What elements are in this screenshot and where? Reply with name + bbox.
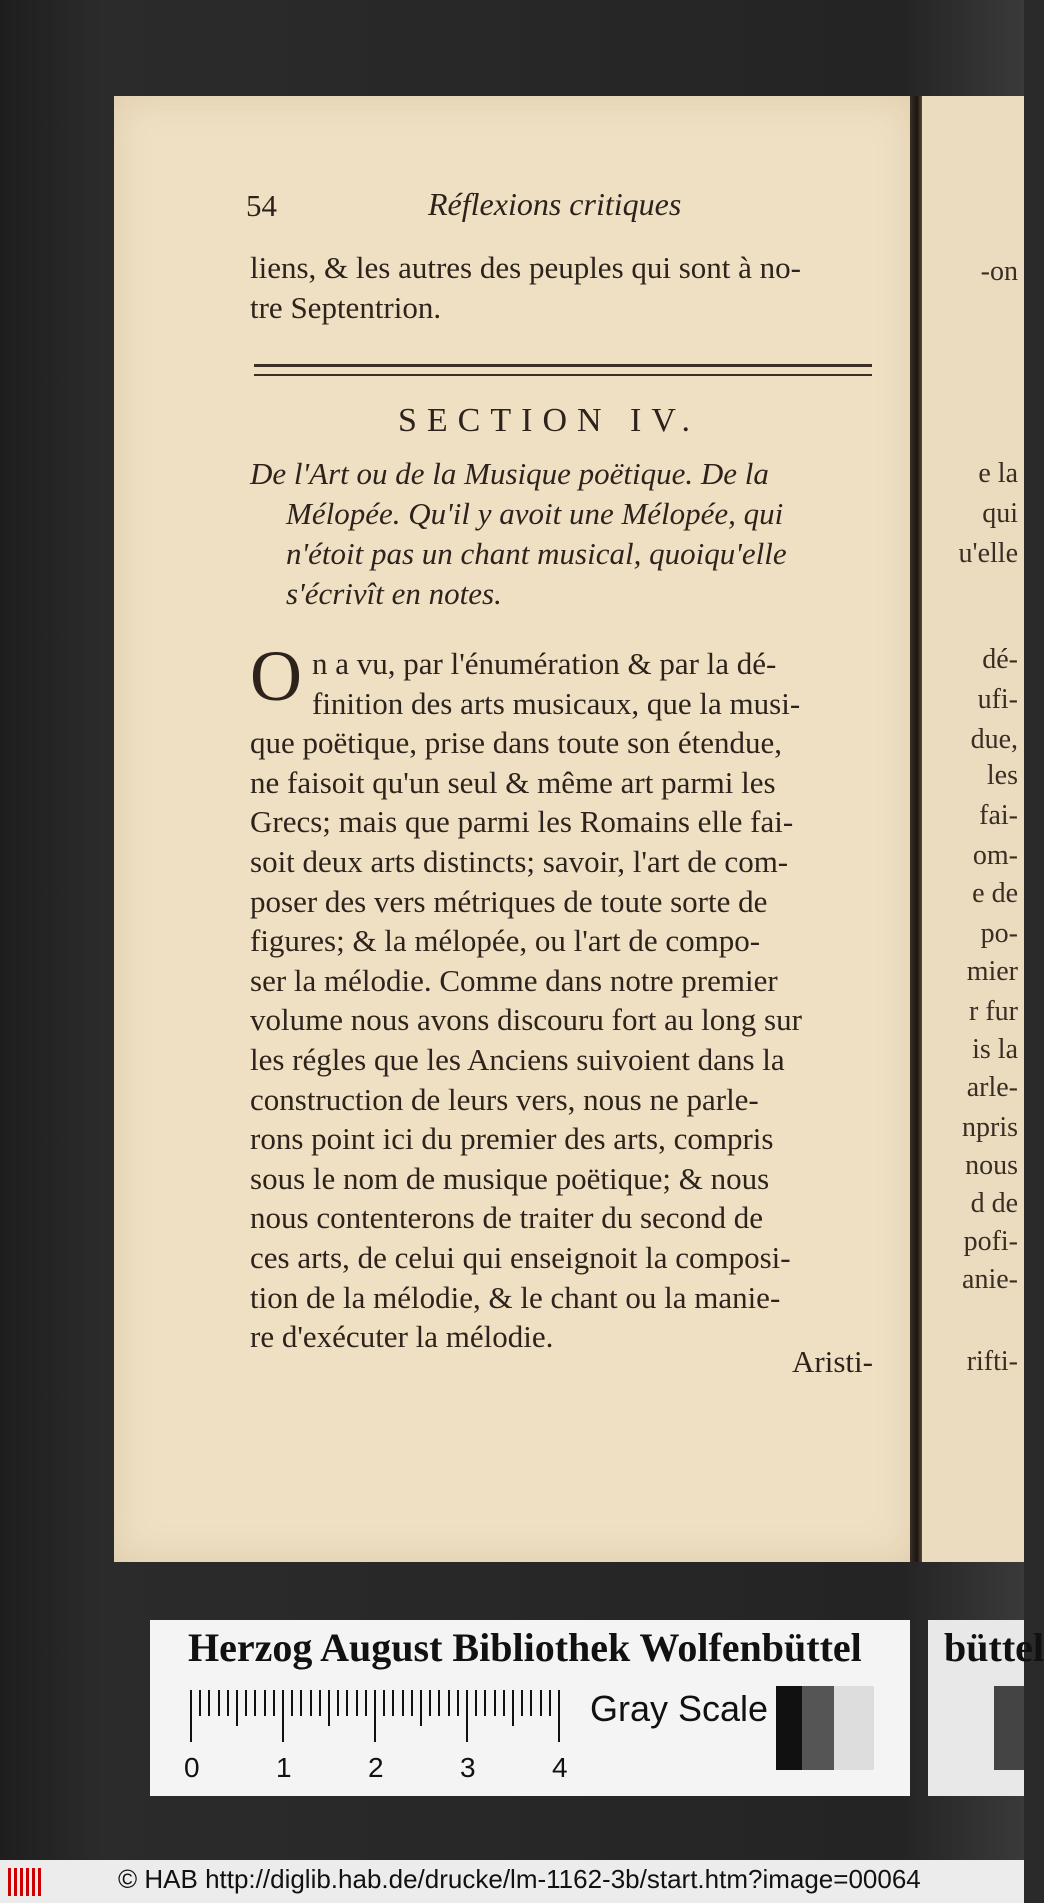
ruler-scale bbox=[190, 1690, 566, 1742]
hab-logo-icon bbox=[8, 1868, 44, 1896]
ruler-tick bbox=[300, 1690, 302, 1716]
ruler-tick bbox=[466, 1690, 468, 1742]
ruler-number: 1 bbox=[276, 1752, 292, 1783]
facing-page bbox=[922, 96, 1024, 1562]
body-line: n a vu, par l'énumération & par la dé- bbox=[312, 646, 777, 681]
body-line: tion de la mélodie, & le chant ou la manie- bbox=[250, 1279, 781, 1315]
facing-text-fragment: anie- bbox=[962, 1264, 1018, 1295]
ruler-tick bbox=[346, 1690, 348, 1716]
ruler-tick bbox=[429, 1690, 431, 1716]
drop-cap: O bbox=[250, 636, 302, 716]
intro-line: tre Septentrion. bbox=[250, 290, 442, 325]
section-rule bbox=[254, 364, 872, 367]
body-line: finition des arts musicaux, que la musi- bbox=[312, 685, 801, 721]
ruler-number: 0 bbox=[184, 1752, 200, 1783]
gray-scale-label: Gray Scale bbox=[590, 1688, 769, 1729]
ruler-tick bbox=[374, 1690, 376, 1742]
page-number: 54 bbox=[246, 188, 277, 223]
gray-swatch-dark bbox=[802, 1686, 834, 1770]
ruler-tick bbox=[411, 1690, 413, 1716]
intro-line: liens, & les autres des peuples qui sont à no- bbox=[250, 250, 802, 285]
ruler-tick bbox=[540, 1690, 542, 1716]
ruler-tick bbox=[236, 1690, 238, 1726]
running-title: Réflexions critiques bbox=[428, 186, 682, 222]
facing-text-fragment: pofi- bbox=[963, 1226, 1018, 1257]
ruler-tick bbox=[365, 1690, 367, 1716]
facing-text-fragment: nous bbox=[965, 1150, 1018, 1181]
facing-text-fragment: qui bbox=[982, 498, 1018, 529]
body-line: sous le nom de musique poëtique; & nous bbox=[250, 1160, 770, 1196]
catchword: Aristi- bbox=[792, 1344, 873, 1379]
summary-line: Mélopée. Qu'il y avoit une Mélopée, qui bbox=[286, 496, 784, 531]
ruler-tick bbox=[392, 1690, 394, 1716]
ruler-tick bbox=[356, 1690, 358, 1716]
body-line: nous contenterons de traiter du second de bbox=[250, 1200, 764, 1236]
ruler-tick bbox=[310, 1690, 312, 1716]
ruler-number: 3 bbox=[460, 1752, 476, 1783]
body-line: volume nous avons discouru fort au long sur bbox=[250, 1002, 802, 1038]
ruler-tick bbox=[264, 1690, 266, 1716]
ruler-tick bbox=[190, 1690, 192, 1742]
facing-text-fragment: les bbox=[986, 760, 1018, 791]
facing-text-fragment: u'elle bbox=[958, 538, 1018, 569]
institution-name: Herzog August Bibliothek Wolfenbüttel bbox=[188, 1625, 862, 1670]
ruler-number: 4 bbox=[552, 1752, 568, 1783]
section-rule bbox=[254, 374, 872, 376]
facing-text-fragment: -on bbox=[980, 256, 1018, 287]
ruler-tick bbox=[227, 1690, 229, 1716]
facing-text-fragment: po- bbox=[980, 918, 1018, 949]
body-line: que poëtique, prise dans toute son étendue, bbox=[250, 725, 783, 761]
facing-text-fragment: ufi- bbox=[977, 684, 1018, 715]
facing-text-fragment: is la bbox=[972, 1034, 1018, 1065]
facing-text-fragment: mier bbox=[966, 956, 1018, 987]
ruler-tick bbox=[530, 1690, 532, 1716]
body-line: rons point ici du premier des arts, compris bbox=[250, 1121, 774, 1157]
ruler-tick bbox=[521, 1690, 523, 1716]
ruler-tick bbox=[402, 1690, 404, 1716]
ruler-tick bbox=[558, 1690, 560, 1742]
body-line: soit deux arts distincts; savoir, l'art de com- bbox=[250, 844, 789, 879]
ruler-tick bbox=[254, 1690, 256, 1716]
ruler-tick bbox=[218, 1690, 220, 1716]
ruler-tick bbox=[457, 1690, 459, 1716]
ruler-tick bbox=[438, 1690, 440, 1716]
body-line: les régles que les Anciens suivoient dans la bbox=[250, 1042, 785, 1077]
ruler-tick bbox=[512, 1690, 514, 1726]
ruler-tick bbox=[273, 1690, 275, 1716]
footer-url[interactable]: © HAB http://diglib.hab.de/drucke/lm-1162-3b/start.htm?image=00064 bbox=[118, 1864, 921, 1894]
gray-swatch-light bbox=[834, 1686, 874, 1770]
facing-text-fragment: arle- bbox=[966, 1072, 1018, 1103]
facing-text-fragment: d de bbox=[970, 1188, 1018, 1219]
ruler-tick bbox=[484, 1690, 486, 1716]
ruler-tick bbox=[291, 1690, 293, 1716]
gray-swatch-black bbox=[776, 1686, 802, 1770]
body-line: ne faisoit qu'un seul & même art parmi les bbox=[250, 764, 776, 800]
ruler-tick bbox=[245, 1690, 247, 1716]
ruler-tick bbox=[337, 1690, 339, 1716]
body-line: re d'exécuter la mélodie. bbox=[250, 1319, 554, 1355]
facing-text-fragment: om- bbox=[972, 840, 1018, 871]
facing-text-fragment: r fur bbox=[969, 996, 1018, 1027]
ruler-tick bbox=[199, 1690, 201, 1716]
body-line: construction de leurs vers, nous ne parle- bbox=[250, 1081, 759, 1117]
ruler-tick bbox=[383, 1690, 385, 1716]
facing-text-fragment: due, bbox=[970, 724, 1018, 755]
ruler-tick bbox=[475, 1690, 477, 1716]
body-line: poser des vers métriques de toute sorte de bbox=[250, 883, 768, 919]
facing-text-fragment: e de bbox=[972, 878, 1018, 909]
facing-text-fragment: rifti- bbox=[966, 1346, 1018, 1377]
summary-line: n'étoit pas un chant musical, quoiqu'elle bbox=[286, 536, 787, 571]
facing-text-fragment: fai- bbox=[979, 800, 1018, 831]
body-line: figures; & la mélopée, ou l'art de compo- bbox=[250, 923, 761, 959]
gray-swatch-facing bbox=[994, 1686, 1024, 1770]
body-line: ser la mélodie. Comme dans notre premier bbox=[250, 962, 778, 998]
ruler-tick bbox=[494, 1690, 496, 1716]
ruler-number: 2 bbox=[368, 1752, 384, 1783]
ruler-tick bbox=[420, 1690, 422, 1726]
institution-fragment: büttel bbox=[944, 1625, 1044, 1670]
facing-text-fragment: dé- bbox=[982, 644, 1018, 675]
ruler-tick bbox=[208, 1690, 210, 1716]
facing-text-fragment: e la bbox=[978, 458, 1018, 489]
summary-line: s'écrivît en notes. bbox=[286, 576, 502, 611]
ruler-tick bbox=[282, 1690, 284, 1742]
body-line: ces arts, de celui qui enseignoit la composi- bbox=[250, 1240, 791, 1275]
section-heading: SECTION IV. bbox=[398, 402, 701, 439]
ruler-tick bbox=[328, 1690, 330, 1726]
ruler-tick bbox=[448, 1690, 450, 1716]
ruler-tick bbox=[549, 1690, 551, 1716]
body-line: Grecs; mais que parmi les Romains elle fai- bbox=[250, 804, 794, 840]
facing-text-fragment: npris bbox=[962, 1112, 1018, 1143]
ruler-tick bbox=[319, 1690, 321, 1716]
ruler-tick bbox=[503, 1690, 505, 1716]
summary-line: De l'Art ou de la Musique poëtique. De la bbox=[250, 456, 769, 491]
